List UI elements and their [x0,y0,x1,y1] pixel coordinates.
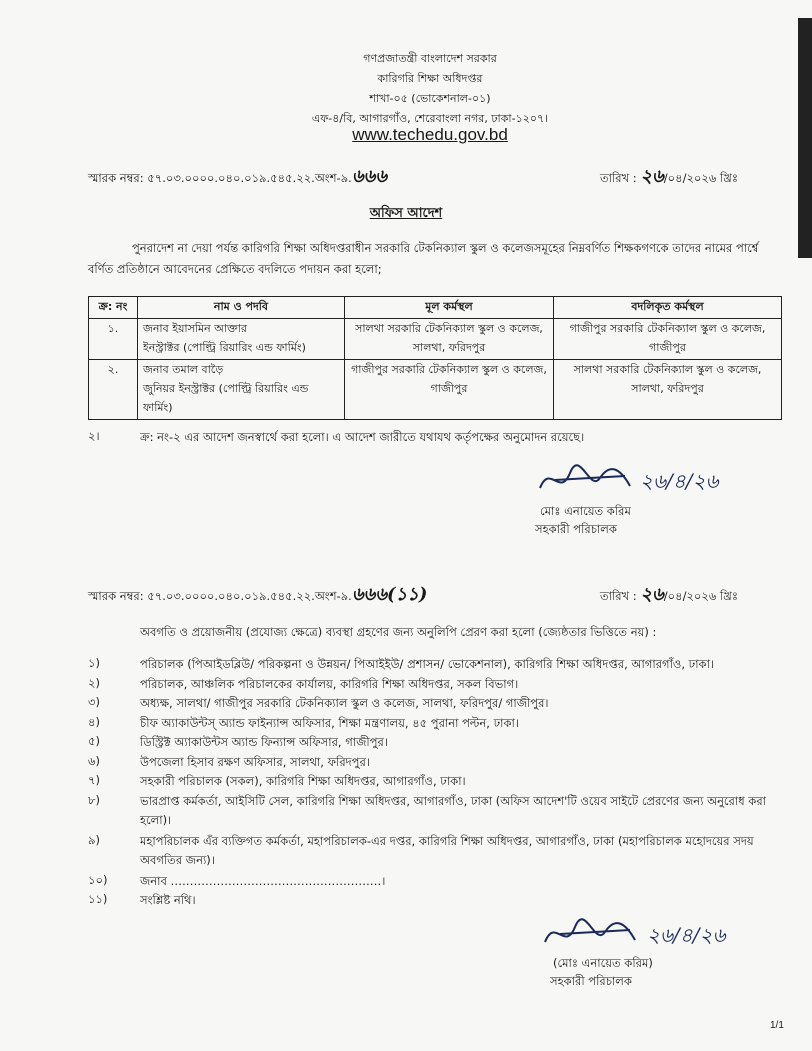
header-address: এফ-৪/বি, আগারগাঁও, শেরেবাংলা নগর, ঢাকা-১২০৭। [311,112,549,125]
memo-label: স্মারক নম্বর: ৫৭.০৩.০০০০.০৪০.০১৯.৫৪৫.২২.অংশ-৯. [88,171,352,185]
memo-handwritten-no: ৬৬৬(১১) [351,584,428,605]
memo-date [600,162,738,193]
cell-to: গাজীপুর সরকারি টেকনিক্যাল স্কুল ও কলেজ, গাজীপুর [554,319,782,360]
memo-number-2 [88,580,427,611]
copy-list-item [88,733,788,752]
signatory-title: সহকারী পরিচালক [535,522,617,536]
header-directorate: কারিগরি শিক্ষা অধিদপ্তর [377,72,483,85]
person-designation: জুনিয়র ইনস্ট্রাক্টর (পোল্ট্রি রিয়ারিং এন্ড ফার্মিং) [143,382,309,414]
cell-sl: ১. [89,319,138,360]
copy-list-item [88,694,788,713]
copy-number: ৬) [88,753,100,768]
transfer-table [88,296,782,420]
signatory-title-2: সহকারী পরিচালক [550,974,632,988]
memo-handwritten-no: ৬৬৬ [351,166,387,187]
copy-list-item [88,753,788,772]
signatory-name: মোঃ এনায়েত করিম [540,504,631,518]
page-title: অফিস আদেশ [369,206,443,221]
header-govt: গণপ্রজাতন্ত্রী বাংলাদেশ সরকার [363,52,497,65]
copy-list-item [88,792,788,830]
person-name: জনাব তমাল বাড়ৈ [143,363,224,376]
copy-number: ৪) [88,714,100,729]
copy-list-item [88,772,788,791]
col-original: মূল কর্মস্থল [345,297,554,319]
copy-text: উপজেলা হিসাব রক্ষণ অফিসার, সালথা, ফরিদপুর। [140,754,370,769]
copy-text: জনাব ……………………………………………….। [140,873,386,888]
copy-number: ৯) [88,832,100,847]
note-number: ২। [88,429,100,443]
signature-2 [535,912,745,958]
date-rest: /০৪/২০২৬ খ্রিঃ [663,589,738,603]
copy-number: ২) [88,675,100,690]
cell-from: সালথা সরকারি টেকনিক্যাল স্কুল ও কলেজ, সালথা, ফরিদপুর [345,319,554,360]
copy-text: ভারপ্রাপ্ত কর্মকর্তা, আইসিটি সেল, কারিগরি শিক্ষা অধিদপ্তর, আগারগাঁও, ঢাকা (অফিস আদেশ'টি ওয়েব সাইটে প্রেরণের জন্য অনুরোধ করা হলো)। [140,793,767,827]
copy-text: সংশ্লিষ্ট নথি। [140,893,196,907]
header-branch: শাখা-০৫ (ভোকেশনাল-০১) [369,92,491,105]
col-name: নাম ও পদবি [138,297,345,319]
table-row [89,319,782,360]
signature-date: ২৬/৪/২৬ [640,469,719,493]
copy-list-item [88,714,788,733]
col-transferred: বদলিকৃত কর্মস্থল [554,297,782,319]
date-handwritten: ২৬ [640,584,664,605]
copy-list-item [88,832,788,870]
date-label: তারিখ : [600,589,637,603]
copy-text: পরিচালক (পিআইডব্লিউ/ পরিকল্পনা ও উন্নয়ন/ পিআইইউ/ প্রশাসন/ ভোকেশনাল), কারিগরি শিক্ষা অধিদপ্তর, আগারগাঁও, ঢাকা। [140,657,715,671]
copy-list-item [88,872,788,891]
copy-text: মহাপরিচালক এঁর ব্যক্তিগত কর্মকর্তা, মহাপরিচালক-এর দপ্তর, কারিগরি শিক্ষা অধিদপ্তর, আগারগাঁও, ঢাকা (মহাপরিচালক মহোদয়ের সদয় অবগতির জন্য)। [140,833,754,867]
copy-text: পরিচালক, আঞ্চলিক পরিচালকের কার্যালয়, কারিগরি শিক্ষা অধিদপ্তর, সকল বিভাগ। [140,676,519,691]
cell-sl: ২. [89,360,138,420]
cell-from: গাজীপুর সরকারি টেকনিক্যাল স্কুল ও কলেজ, গাজীপুর [345,360,554,420]
copy-number: ৩) [88,695,100,709]
copy-text: ডিস্ট্রিক্ট অ্যাকাউন্টস অ্যান্ড ফিন্যান্স অফিসার, গাজীপুর। [140,735,388,749]
memo-label: স্মারক নম্বর: ৫৭.০৩.০০০০.০৪০.০১৯.৫৪৫.২২.অংশ-৯. [88,589,352,603]
copy-number: ১) [88,656,100,670]
cell-to: সালথা সরকারি টেকনিক্যাল স্কুল ও কলেজ, সালথা, ফরিদপুর [554,360,782,420]
person-designation: ইনস্ট্রাক্টর (পোল্ট্রি রিয়ারিং এন্ড ফার্মিং) [143,341,306,354]
copy-list-item [88,891,788,910]
table-row [89,360,782,420]
copy-intro: অবগতি ও প্রয়োজনীয় (প্রযোজ্য ক্ষেত্রে) ব্যবস্থা গ্রহণের জন্য অনুলিপি প্রেরণ করা হলো (জ্যেষ্ঠতার ভিত্তিতে নয়) : [140,625,657,639]
signatory-name-2: (মোঃ এনায়েত করিম) [553,956,653,970]
copy-number: ৭) [88,773,100,787]
date-rest: /০৪/২০২৬ খ্রিঃ [663,171,738,185]
note-item [88,428,788,447]
cell-name [138,360,345,420]
header-website-link[interactable]: www.techedu.gov.bd [352,125,508,144]
copy-text: সহকারী পরিচালক (সকল), কারিগরি শিক্ষা অধিদপ্তর, আগারগাঁও, ঢাকা। [140,774,466,788]
copy-number: ১০) [88,872,108,887]
copy-number: ৮) [88,792,100,807]
page-number: 1/1 [770,1020,784,1031]
copy-text: অধ্যক্ষ, সালথা/ গাজীপুর সরকারি টেকনিক্যাল স্কুল ও কলেজ, সালথা, ফরিদপুর/ গাজীপুর। [140,696,549,710]
memo-date-2 [600,580,738,611]
memo-number [88,162,387,193]
note-text: ক্র: নং-২ এর আদেশ জনস্বার্থে করা হলো। এ আদেশ জারীতে যথাযথ কর্তৃপক্ষের অনুমোদন রয়েছে। [140,430,585,444]
copy-text: চীফ অ্যাকাউন্টস্ অ্যান্ড ফাইন্যান্স অফিসার, শিক্ষা মন্ত্রণালয়, ৪৫ পুরানা পল্টন, ঢাকা। [140,715,519,730]
copy-list-item [88,655,788,674]
date-handwritten: ২৬ [640,166,664,187]
signature-1 [530,458,730,504]
table-header-row [89,297,782,319]
cell-name [138,319,345,360]
copy-list-item [88,675,788,694]
intro-paragraph: পুনরাদেশ না দেয়া পর্যন্ত কারিগরি শিক্ষা অধিদপ্তরাধীন সরকারি টেকনিক্যাল স্কুল ও কলেজসমূহের নিম্নবর্ণিত শিক্ষকগণকে তাদের নামের পার্শ্বে বর্ণিত প্রতিষ্ঠানে আবেদনের প্রেক্ষিতে বদলিতে পদায়ন করা হলো; [88,241,759,276]
signature-date: ২৬/৪/২৬ [647,923,726,947]
col-sl: ক্র: নং [89,297,138,319]
copy-number: ১১) [88,892,108,906]
date-label: তারিখ : [600,171,637,185]
copy-number: ৫) [88,734,100,748]
person-name: জনাব ইয়াসমিন আক্তার [143,322,247,335]
